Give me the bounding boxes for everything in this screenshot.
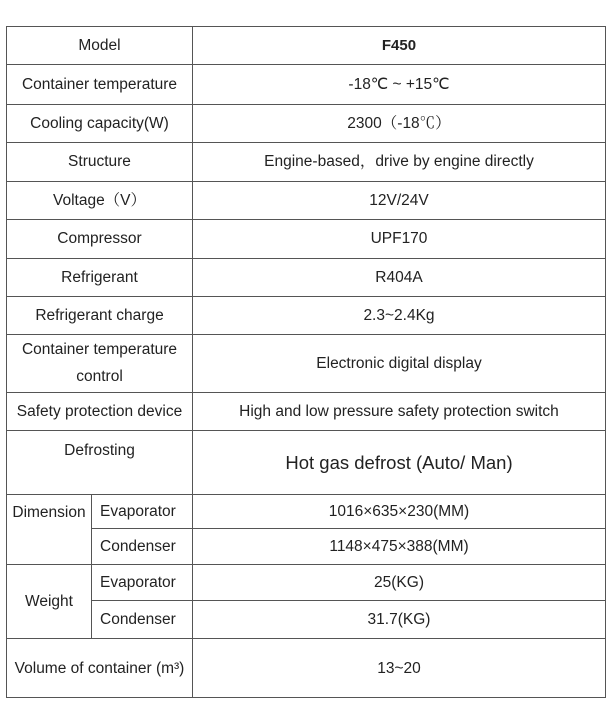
compressor-label: Compressor — [7, 220, 193, 258]
cooling-capacity-value: 2300（-18℃） — [193, 104, 606, 142]
weight-evaporator-label: Evaporator — [92, 564, 193, 600]
table-row — [7, 182, 606, 220]
table-row — [7, 142, 606, 181]
voltage-value: 12V/24V — [193, 182, 606, 220]
table-row — [7, 296, 606, 334]
volume-label: Volume of container (m³) — [7, 639, 193, 698]
weight-evaporator-value: 25(KG) — [193, 564, 606, 600]
dimension-condenser-value: 1148×475×388(MM) — [193, 528, 606, 564]
safety-protection-value: High and low pressure safety protection switch — [193, 392, 606, 430]
table-row — [7, 258, 606, 296]
table-row — [7, 528, 606, 564]
safety-protection-label: Safety protection device — [7, 392, 193, 430]
dimension-label: Dimension — [7, 495, 92, 565]
table-row — [7, 335, 606, 392]
table-row — [7, 495, 606, 528]
table-row — [7, 392, 606, 430]
dimension-evaporator-value: 1016×635×230(MM) — [193, 495, 606, 528]
table-row — [7, 220, 606, 258]
defrosting-label: Defrosting — [7, 430, 193, 494]
weight-condenser-label: Condenser — [92, 601, 193, 639]
spec-table — [6, 26, 606, 698]
weight-condenser-value: 31.7(KG) — [193, 601, 606, 639]
table-row — [7, 27, 606, 65]
table-row — [7, 430, 606, 494]
container-temperature-label: Container temperature — [7, 65, 193, 104]
model-label: Model — [7, 27, 193, 65]
table-row — [7, 65, 606, 104]
dimension-condenser-label: Condenser — [92, 528, 193, 564]
cooling-capacity-label: Cooling capacity(W) — [7, 104, 193, 142]
container-temperature-value: -18℃ ~ +15℃ — [193, 65, 606, 104]
structure-value: Engine-based，drive by engine directly — [193, 142, 606, 181]
dimension-evaporator-label: Evaporator — [92, 495, 193, 528]
refrigerant-value: R404A — [193, 258, 606, 296]
temperature-control-label: Container temperature control — [7, 335, 193, 392]
refrigerant-label: Refrigerant — [7, 258, 193, 296]
refrigerant-charge-value: 2.3~2.4Kg — [193, 296, 606, 334]
volume-value: 13~20 — [193, 639, 606, 698]
table-row — [7, 639, 606, 698]
compressor-value: UPF170 — [193, 220, 606, 258]
table-row — [7, 601, 606, 639]
weight-label: Weight — [7, 564, 92, 639]
table-row — [7, 564, 606, 600]
voltage-label: Voltage（V） — [7, 182, 193, 220]
refrigerant-charge-label: Refrigerant charge — [7, 296, 193, 334]
temperature-control-value: Electronic digital display — [193, 335, 606, 392]
model-value: F450 — [193, 27, 606, 65]
defrosting-value: Hot gas defrost (Auto/ Man) — [193, 430, 606, 494]
structure-label: Structure — [7, 142, 193, 181]
table-row — [7, 104, 606, 142]
